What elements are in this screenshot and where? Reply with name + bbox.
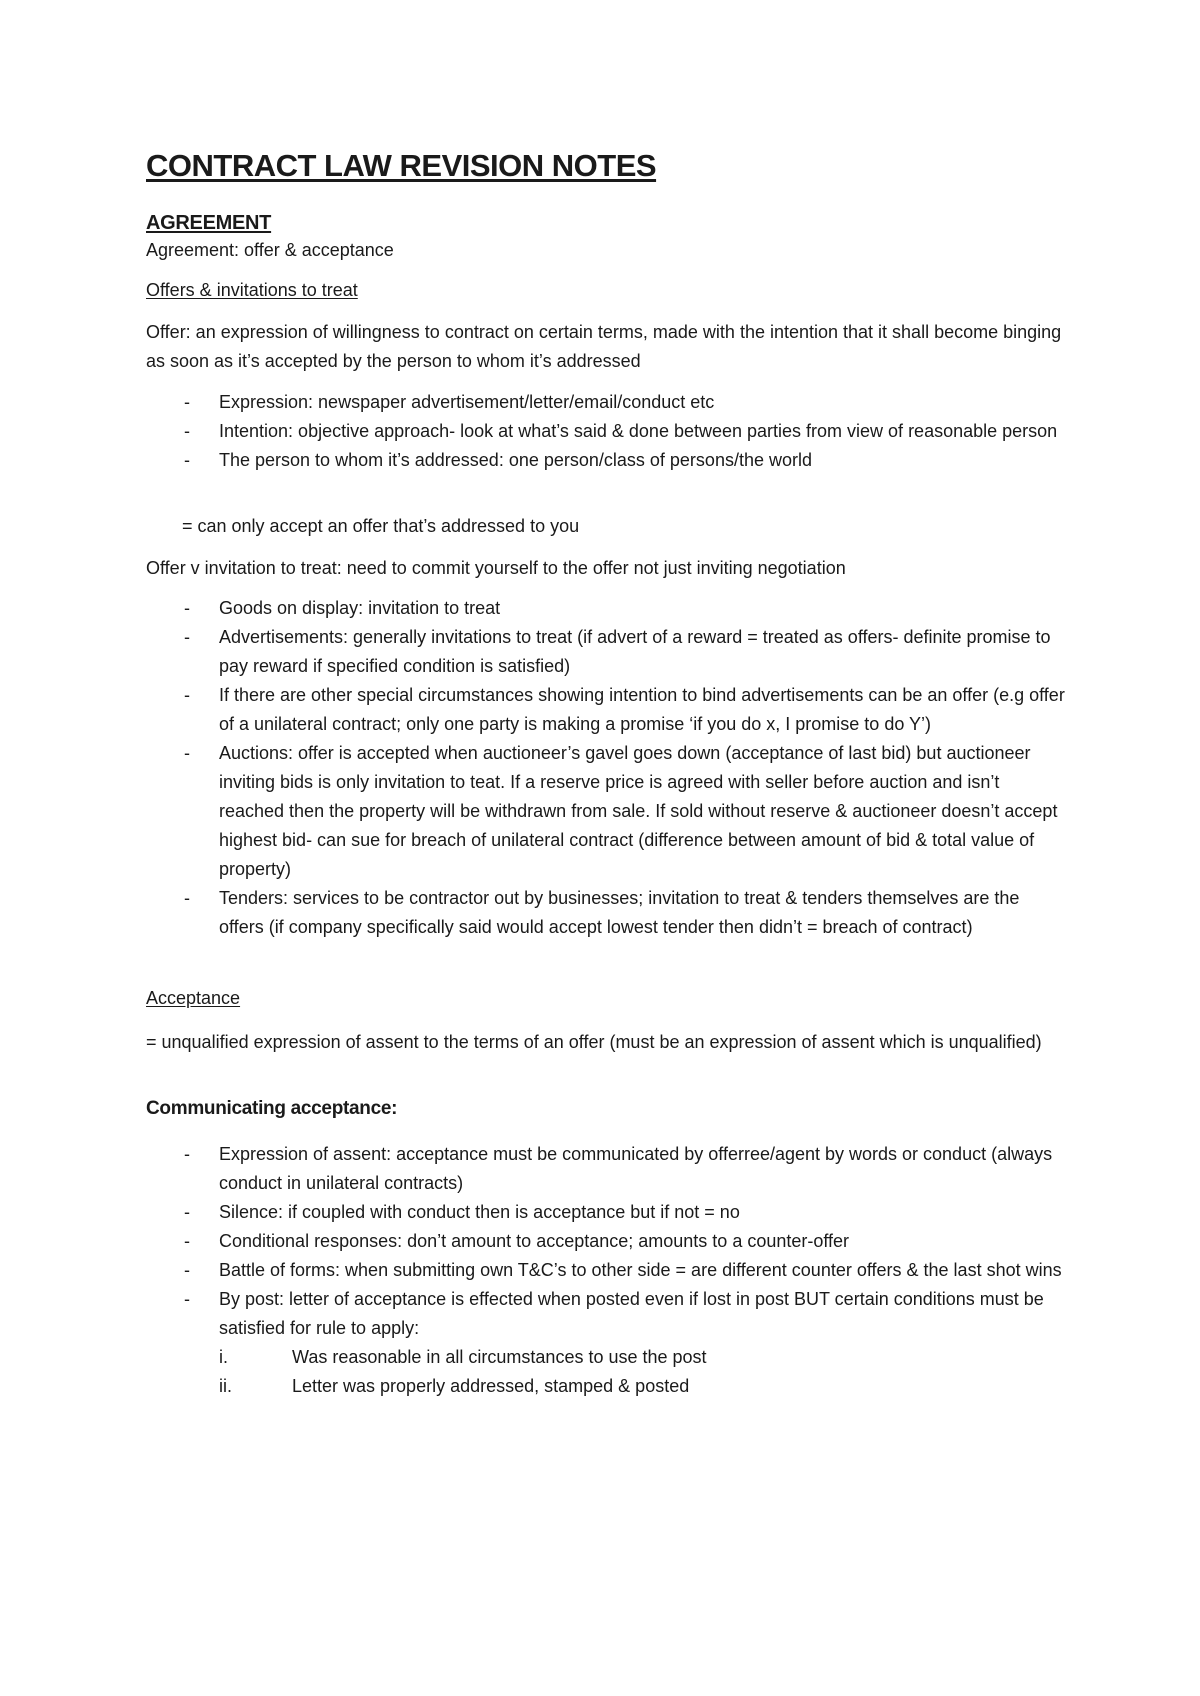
roman-numeral: i.: [219, 1347, 228, 1367]
communicating-points-list: [146, 1140, 1066, 1401]
dash-bullet: -: [184, 392, 190, 412]
itt-points-list: [146, 594, 1066, 942]
offer-vs-itt: Offer v invitation to treat: need to commit yourself to the offer not just inviting negotiation: [146, 558, 846, 578]
offer-points-list: [146, 388, 1066, 475]
dash-bullet: -: [184, 1231, 190, 1251]
list-item: - Expression of assent: acceptance must be communicated by offerree/agent by words or conduct (always conduct in unilateral contracts): [146, 1140, 1066, 1198]
agreement-intro: Agreement: offer & acceptance: [146, 240, 394, 260]
list-item: - Battle of forms: when submitting own T&C’s to other side = are different counter offers & the last shot wins: [146, 1256, 1066, 1285]
list-item: ii. Letter was properly addressed, stamped & posted: [219, 1372, 1066, 1401]
section-heading-communicating: Communicating acceptance:: [146, 1098, 398, 1119]
list-item: - Auctions: offer is accepted when auctioneer’s gavel goes down (acceptance of last bid) but auctioneer inviting bids is only invitation to teat. If a reserve price is agreed with seller before auction and isn’t reached then the property will be withdrawn from sale. If sold without reserve & auctioneer doesn’t accept highest bid- can sue for breach of unilateral contract (difference between amount of bid & total value of property): [146, 739, 1066, 884]
list-item: - If there are other special circumstances showing intention to bind advertisements can be an offer (e.g offer of a unilateral contract; only one party is making a promise ‘if you do x, I promise to do Y’): [146, 681, 1066, 739]
dash-bullet: -: [184, 1260, 190, 1280]
dash-bullet: -: [184, 1144, 190, 1164]
list-item: - By post: letter of acceptance is effected when posted even if lost in post BUT certain conditions must be satisfied for rule to apply: i. Was reasonable in all circumstances to use the post ii. Letter was properly addressed, stamped & posted: [146, 1285, 1066, 1401]
offer-definition: Offer: an expression of willingness to contract on certain terms, made with the intention that it shall become binging as soon as it’s accepted by the person to whom it’s addressed: [146, 322, 1062, 371]
offer-note: = can only accept an offer that’s addressed to you: [182, 516, 580, 536]
dash-bullet: -: [184, 421, 190, 441]
list-item: - The person to whom it’s addressed: one person/class of persons/the world: [146, 446, 1066, 475]
list-item: i. Was reasonable in all circumstances to use the post: [219, 1343, 1066, 1372]
subheading-offers: Offers & invitations to treat: [146, 280, 358, 300]
list-item: - Silence: if coupled with conduct then is acceptance but if not = no: [146, 1198, 1066, 1227]
list-item: - Intention: objective approach- look at what’s said & done between parties from view of reasonable person: [146, 417, 1066, 446]
dash-bullet: -: [184, 627, 190, 647]
list-item: - Advertisements: generally invitations to treat (if advert of a reward = treated as offers- definite promise to pay reward if specified condition is satisfied): [146, 623, 1066, 681]
acceptance-definition: = unqualified expression of assent to the terms of an offer (must be an expression of assent which is unqualified): [146, 1032, 1042, 1052]
list-item: - Goods on display: invitation to treat: [146, 594, 1066, 623]
subheading-acceptance: Acceptance: [146, 988, 241, 1008]
page-title: CONTRACT LAW REVISION NOTES: [146, 148, 657, 183]
dash-bullet: -: [184, 1289, 190, 1309]
list-item: - Tenders: services to be contractor out by businesses; invitation to treat & tenders themselves are the offers (if company specifically said would accept lowest tender then didn’t = breach of contract): [146, 884, 1066, 942]
section-heading-agreement: AGREEMENT: [146, 212, 272, 234]
dash-bullet: -: [184, 743, 190, 763]
list-item: - Conditional responses: don’t amount to acceptance; amounts to a counter-offer: [146, 1227, 1066, 1256]
post-conditions-list: [219, 1343, 1066, 1401]
roman-numeral: ii.: [219, 1376, 232, 1396]
dash-bullet: -: [184, 450, 190, 470]
list-item: - Expression: newspaper advertisement/letter/email/conduct etc: [146, 388, 1066, 417]
dash-bullet: -: [184, 685, 190, 705]
dash-bullet: -: [184, 888, 190, 908]
dash-bullet: -: [184, 1202, 190, 1222]
dash-bullet: -: [184, 598, 190, 618]
